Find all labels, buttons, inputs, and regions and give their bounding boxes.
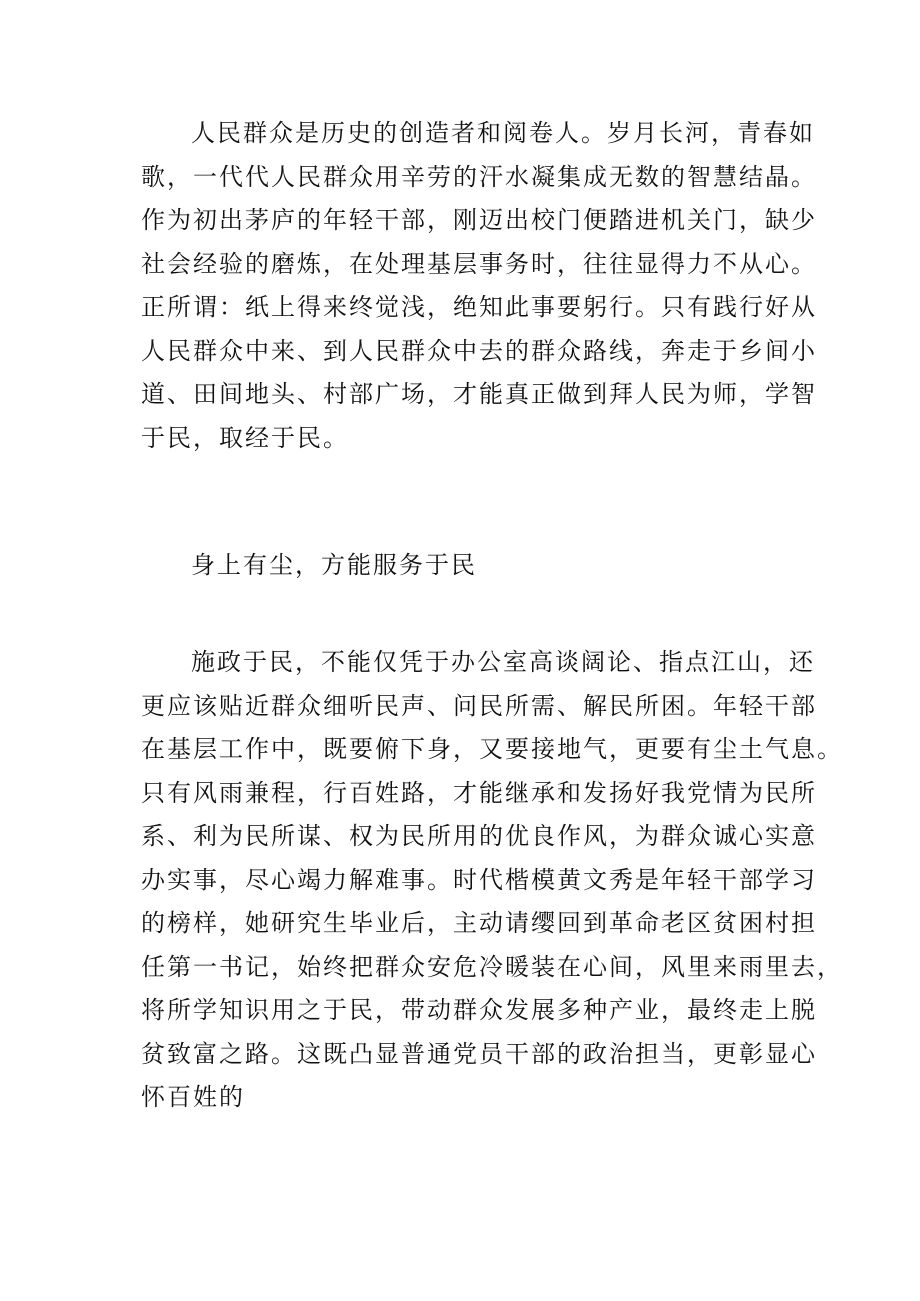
paragraph-line: 将所学知识用之于民，带动群众发展多种产业，最终走上脱 — [141, 996, 817, 1024]
paragraph-line: 作为初出茅庐的年轻干部，刚迈出校门便踏进机关门，缺少 — [141, 206, 817, 234]
paragraph-line: 的榜样，她研究生毕业后，主动请缨回到革命老区贫困村担 — [141, 909, 817, 937]
paragraph-line: 道、田间地头、村部广场，才能真正做到拜人民为师，学智 — [141, 380, 817, 408]
paragraph-line: 在基层工作中，既要俯下身，又要接地气，更要有尘土气息。 — [141, 735, 843, 763]
paragraph-line: 更应该贴近群众细听民声、问民所需、解民所困。年轻干部 — [141, 691, 817, 720]
section-heading — [141, 544, 801, 588]
paragraph-line: 贫致富之路。这既凸显普通党员干部的政治担当，更彰显心 — [141, 1039, 817, 1068]
paragraph-line: 只有风雨兼程，行百姓路，才能继承和发扬好我党情为民所 — [141, 778, 817, 807]
paragraph-line: 任第一书记，始终把群众安危冷暖装在心间，风里来雨里去， — [141, 952, 843, 981]
paragraph-1 — [141, 112, 817, 460]
section-heading-text: 身上有尘，方能服务于民 — [191, 551, 477, 579]
paragraph-line: 社会经验的磨炼，在处理基层事务时，往往显得力不从心。 — [141, 249, 817, 278]
paragraph-line: 系、利为民所谋、权为民所用的优良作风，为群众诚心实意 — [141, 822, 817, 850]
paragraph-line: 人民群众是历史的创造者和阅卷人。岁月长河，青春如 — [191, 119, 815, 147]
paragraph-line: 施政于民，不能仅凭于办公室高谈阔论、指点江山，还 — [191, 648, 815, 676]
paragraph-2 — [141, 641, 843, 1120]
paragraph-line: 歌，一代代人民群众用辛劳的汗水凝集成无数的智慧结晶。 — [141, 162, 817, 191]
paragraph-line: 办实事，尽心竭力解难事。时代楷模黄文秀是年轻干部学习 — [141, 865, 817, 894]
paragraph-line: 怀百姓的 — [141, 1083, 245, 1111]
paragraph-line: 正所谓：纸上得来终觉浅，绝知此事要躬行。只有践行好从 — [141, 293, 817, 321]
paragraph-line: 于民，取经于民。 — [141, 423, 349, 452]
paragraph-line: 人民群众中来、到人民群众中去的群众路线，奔走于乡间小 — [141, 336, 817, 365]
